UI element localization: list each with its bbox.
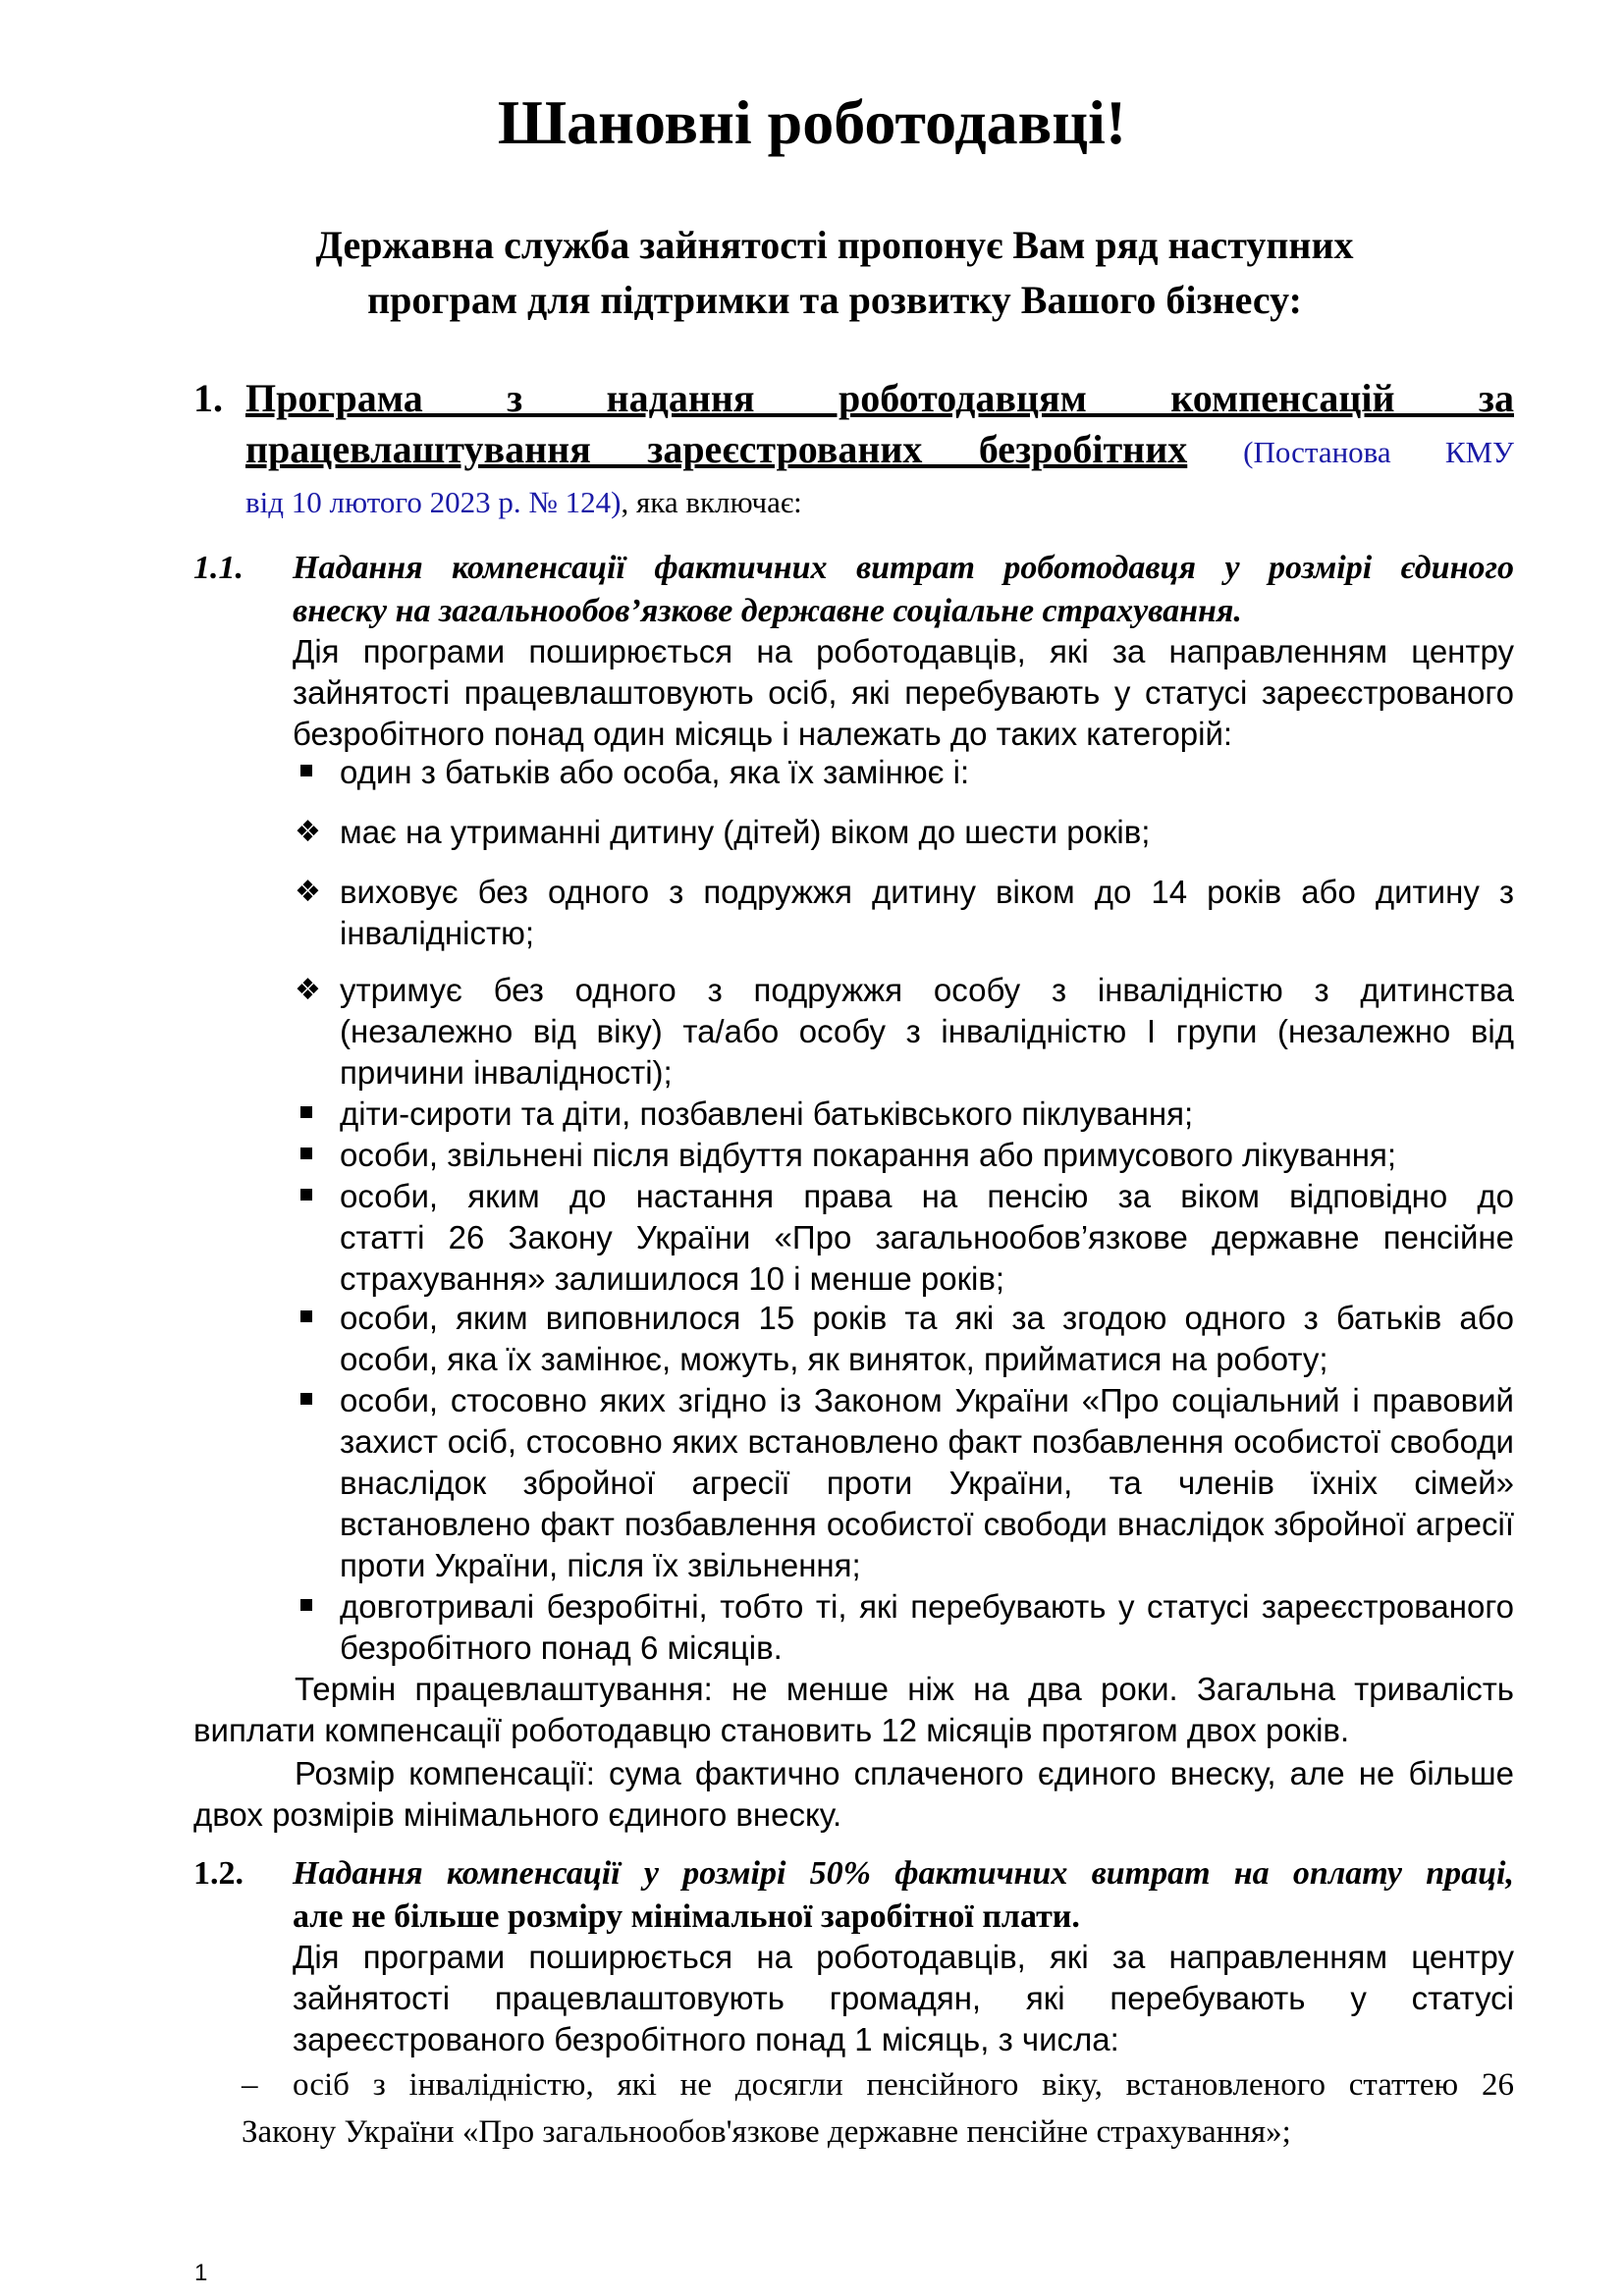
- list-item-line: встановлено факт позбавлення особистої свободи внаслідок збройної агресії: [340, 1506, 1514, 1542]
- list-item-line: страхування» залишилося 10 і менше років;: [340, 1260, 1005, 1297]
- paragraph-line: двох розмірів мінімального єдиного внеску.: [193, 1796, 842, 1833]
- list-item-line: особи, яким до настання права на пенсію за віком відповідно до: [340, 1178, 1514, 1214]
- list-item-line: проти України, після їх звільнення;: [340, 1547, 861, 1583]
- list-item-line: один з батьків або особа, яка їх замінює і:: [340, 754, 970, 790]
- law-reference: від 10 лютого 2023 р. № 124): [245, 485, 622, 519]
- includes-text: , яка включає:: [621, 485, 802, 519]
- page-subtitle: [196, 218, 1473, 328]
- paragraph-line: зареєстрованого безробітного понад 1 місяць, з числа:: [293, 2021, 1119, 2057]
- paragraph-line: зайнятості працевлаштовують громадян, які перебувають у статусі: [293, 1980, 1514, 2016]
- subsection-heading-line: Надання компенсації фактичних витрат роботодавця у розмірі єдиного: [293, 550, 1514, 586]
- paragraph-line: Дія програми поширюється на роботодавців, які за направленням центру: [293, 633, 1514, 669]
- list-item-line: діти-сироти та діти, позбавлені батьківського піклування;: [340, 1095, 1194, 1132]
- paragraph-line: Дія програми поширюється на роботодавців, які за направленням центру: [293, 1939, 1514, 1975]
- square-bullet-icon: [295, 1586, 334, 1628]
- section-heading-line: [245, 424, 1514, 475]
- page-number: 1: [194, 2260, 208, 2286]
- square-bullet-icon: [295, 1176, 334, 1217]
- law-reference: (Постанова КМУ: [1243, 435, 1515, 469]
- subsection-heading-line: але не більше розміру мінімальної заробітної плати.: [293, 1898, 1080, 1935]
- paragraph: [293, 1937, 1514, 2060]
- list-item-line: безробітного понад 6 місяців.: [340, 1629, 783, 1666]
- paragraph-line: Термін працевлаштування: не менше ніж на два роки. Загальна тривалість: [295, 1671, 1514, 1707]
- section-heading-line: [245, 475, 1514, 526]
- subsection-number: 1.2.: [193, 1855, 244, 1892]
- list-item-line: внаслідок збройної агресії проти України, та членів їхніх сімей»: [340, 1465, 1514, 1501]
- list-item-line: (незалежно від віку) та/або особу з інвалідністю I групи (незалежно від: [340, 1013, 1514, 1049]
- list-item-line: інвалідністю;: [340, 915, 534, 951]
- paragraph-line: виплати компенсації роботодавцю становить 12 місяців протягом двох років.: [193, 1712, 1350, 1748]
- square-bullet-icon: [295, 1094, 334, 1135]
- subsection-heading-line: Надання компенсації у розмірі 50% фактичних витрат на оплату праці,: [293, 1855, 1514, 1892]
- diamond-bullet-icon: ❖: [295, 973, 321, 1007]
- list-item-line: особи, яким виповнилося 15 років та які за згодою одного з батьків або: [340, 1300, 1514, 1336]
- paragraph-line: зайнятості працевлаштовують осіб, які перебувають у статусі зареєстрованого: [293, 674, 1514, 711]
- subtitle-line: програм для підтримки та розвитку Вашого бізнесу:: [367, 278, 1302, 322]
- subsection-number: 1.1.: [193, 550, 244, 586]
- section-number: 1.: [193, 376, 223, 420]
- diamond-bullet-icon: ❖: [295, 815, 321, 849]
- subtitle-line: Державна служба зайнятості пропонує Вам ряд наступних: [315, 223, 1354, 267]
- list-item-line: статті 26 Закону України «Про загальнообов’язкове державне пенсійне: [340, 1219, 1514, 1255]
- list-item-line: особи, яка їх замінює, можуть, як виняток, прийматися на роботу;: [340, 1341, 1328, 1377]
- list-item-line: причини інвалідності);: [340, 1054, 673, 1091]
- list-item-line: має на утриманні дитину (дітей) віком до шести років;: [340, 814, 1151, 850]
- list-item-line: виховує без одного з подружжя дитину віком до 14 років або дитину з: [340, 874, 1514, 910]
- square-bullet-icon: [295, 752, 334, 793]
- square-bullet-icon: [295, 1298, 334, 1339]
- list-item-line: особи, стосовно яких згідно із Законом України «Про соціальний і правовий: [340, 1382, 1514, 1418]
- paragraph: [193, 1753, 1514, 1836]
- list-item-line: утримує без одного з подружжя особу з інвалідністю з дитинства: [340, 972, 1514, 1008]
- diamond-bullet-icon: ❖: [295, 875, 321, 909]
- square-bullet-icon: [295, 1380, 334, 1421]
- paragraph: [293, 631, 1514, 755]
- page-title: Шановні роботодавці!: [497, 87, 1127, 157]
- list-item-line: осіб з інвалідністю, які не досягли пенсійного віку, встановленого статтею 26: [293, 2067, 1514, 2103]
- section-heading-text: працевлаштування зареєстрованих безробітних: [245, 427, 1188, 471]
- list-item-line: довготривалі безробітні, тобто ті, які перебувають у статусі зареєстрованого: [340, 1588, 1514, 1625]
- subsection-heading: [293, 547, 1514, 633]
- dash-bullet-icon: –: [242, 2067, 258, 2103]
- subsection-heading-line: внеску на загальнообов’язкове державне соціальне страхування.: [293, 593, 1242, 629]
- paragraph: [193, 1669, 1514, 1751]
- list-item-line: захист осіб, стосовно яких встановлено факт позбавлення особистої свободи: [340, 1423, 1514, 1460]
- paragraph-line: безробітного понад один місяць і належать до таких категорій:: [293, 716, 1233, 752]
- subsection-heading: [293, 1852, 1514, 1939]
- paragraph-line: Розмір компенсації: сума фактично сплаченого єдиного внеску, але не більше: [295, 1755, 1514, 1791]
- section-heading-line: Програма з надання роботодавцям компенсацій за: [245, 376, 1514, 420]
- square-bullet-icon: [295, 1135, 334, 1176]
- section-heading: [245, 373, 1514, 526]
- list-item-line: особи, звільнені після відбуття покарання або примусового лікування;: [340, 1137, 1397, 1173]
- list-item-line: Закону України «Про загальнообов'язкове державне пенсійне страхування»;: [242, 2114, 1291, 2150]
